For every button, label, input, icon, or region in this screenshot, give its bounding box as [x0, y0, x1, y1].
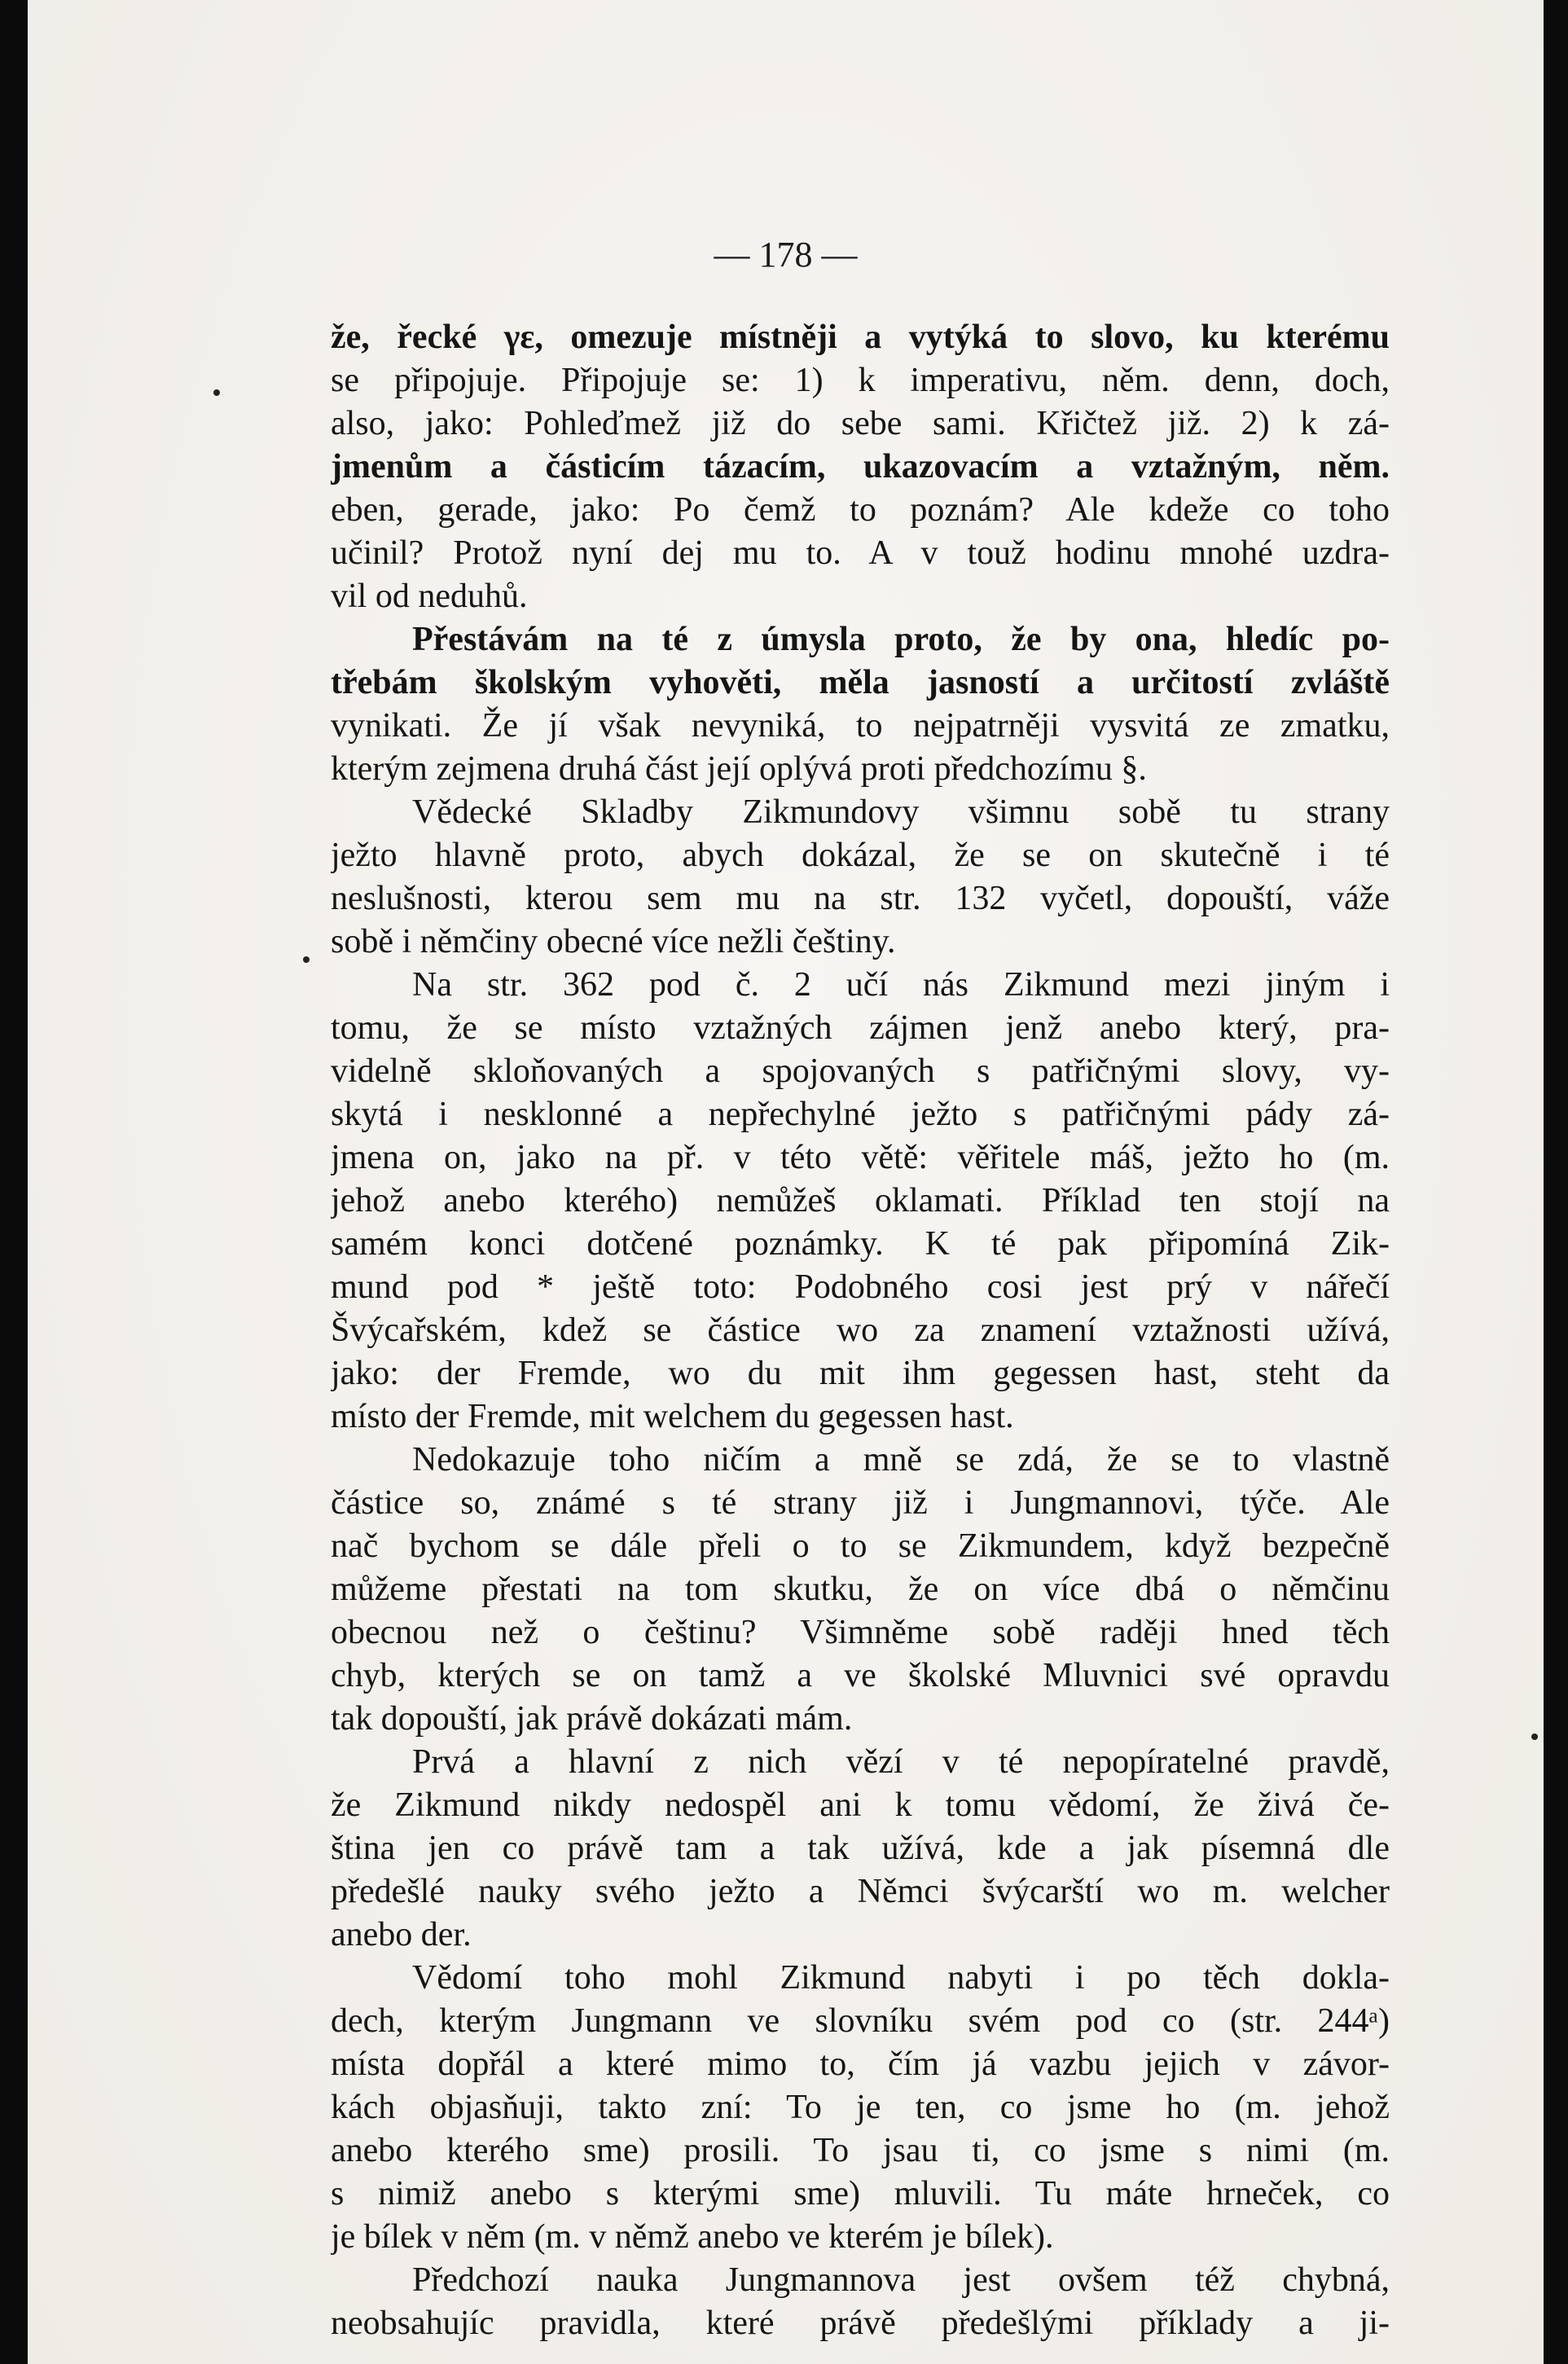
text-line: učinil? Protož nyní dej mu to. A v touž hodinu mnohé uzdra-	[331, 534, 1390, 572]
text-line: Vědecké Skladby Zikmundovy všimnu sobě tu strany	[412, 793, 1390, 831]
text-line: částice so, známé s té strany již i Jungmannovi, týče. Ale	[331, 1484, 1390, 1522]
text-line: vynikati. Že jí však nevyniká, to nejpatrněji vysvitá ze zmatku,	[331, 707, 1390, 745]
text-line: tak dopouští, jak právě dokázati mám.	[331, 1700, 853, 1738]
text-line: ština jen co právě tam a tak užívá, kde a jak písemná dle	[331, 1830, 1390, 1867]
text-line: ježto hlavně proto, abych dokázal, že se on skutečně i té	[331, 837, 1390, 874]
text-line: chyb, kterých se on tamž a ve školské Mluvnici své opravdu	[331, 1657, 1390, 1694]
text-line: že Zikmund nikdy nedospěl ani k tomu vědomí, že živá če-	[331, 1786, 1390, 1824]
text-line: jmena on, jako na př. v této větě: věřitele máš, ježto ho (m.	[331, 1139, 1390, 1176]
text-line: Prvá a hlavní z nich vězí v té nepopíratelné pravdě,	[412, 1743, 1390, 1781]
text-line: předešlé nauky svého ježto a Němci švýcarští wo m. welcher	[331, 1873, 1390, 1910]
text-line: jmenům a částicím tázacím, ukazovacím a vztažným, něm.	[331, 448, 1390, 486]
text-line: Nedokazuje toho ničím a mně se zdá, že se to vlastně	[412, 1441, 1390, 1479]
text-line: Vědomí toho mohl Zikmund nabyti i po těch doklа-	[412, 1959, 1390, 1997]
text-line: obecnou než o češtinu? Všimněme sobě raději hned těch	[331, 1614, 1390, 1651]
text-line: anebo kterého sme) prosili. To jsau ti, co jsme s nimi (m.	[331, 2132, 1390, 2169]
page-number: — 178 —	[714, 235, 858, 275]
text-line: kterým zejmena druhá část její oplývá proti předchozímu §.	[331, 750, 1147, 788]
text-line: sobě i němčiny obecné více nežli češtiny.	[331, 923, 896, 960]
scan-right-edge	[1544, 0, 1568, 2364]
page	[28, 0, 1544, 2364]
body-text	[331, 316, 1390, 2345]
text-line: neobsahujíc pravidla, které právě předešlými příklady a ji-	[331, 2305, 1390, 2342]
text-line: tomu, že se místo vztažných zájmen jenž anebo který, pra-	[331, 1009, 1390, 1047]
speck-mark	[213, 389, 220, 396]
text-line: mund pod * ještě toto: Podobného cosi jest prý v nářečí	[331, 1268, 1390, 1306]
text-line: skytá i nesklonné a nepřechylné ježto s patřičnými pády zá-	[331, 1096, 1390, 1133]
text-line: also, jako: Pohleďmež již do sebe sami. Křičtež již. 2) k zá-	[331, 405, 1390, 442]
text-line: se připojuje. Připojuje se: 1) k imperativu, něm. denn, doch,	[331, 362, 1390, 399]
scan-left-edge	[0, 0, 28, 2364]
text-line: vil od neduhů.	[331, 578, 528, 615]
text-line: místo der Fremde, mit welchem du gegessen hast.	[331, 1398, 1014, 1435]
text-line: Přestávám na té z úmysla proto, že by ona, hledíc po-	[412, 621, 1390, 658]
text-line: můžeme přestati na tom skutku, že on více dbá o němčinu	[331, 1571, 1390, 1608]
text-line: Předchozí nauka Jungmannova jest ovšem též chybná,	[412, 2261, 1390, 2299]
text-line: nač bychom se dále přeli o to se Zikmundem, když bezpečně	[331, 1527, 1390, 1565]
text-line: třebám školským vyhověti, měla jasností a určitostí zvláště	[331, 664, 1390, 701]
text-line: anebo der.	[331, 1916, 472, 1953]
text-line: kách objasňuji, takto zní: To je ten, co jsme ho (m. jehož	[331, 2089, 1390, 2126]
speck-mark	[1531, 1733, 1538, 1740]
speck-mark	[303, 956, 310, 963]
text-line: Švýcařském, kdež se částice wo za znamení vztažnosti užívá,	[331, 1312, 1390, 1349]
text-line: eben, gerade, jako: Po čemž to poznám? Ale kdeže co toho	[331, 491, 1390, 529]
text-line: že, řecké γε, omezuje místněji a vytýká to slovo, ku kterému	[331, 319, 1390, 356]
text-line: s nimiž anebo s kterými sme) mluvili. Tu máte hrneček, co	[331, 2175, 1390, 2212]
text-line: Na str. 362 pod č. 2 učí nás Zikmund mezi jiným i	[412, 966, 1390, 1004]
text-line: je bílek v něm (m. v němž anebo ve kterém je bílek).	[331, 2218, 1054, 2256]
text-line: dech, kterým Jungmann ve slovníku svém pod co (str. 244ᵃ)	[331, 2002, 1390, 2040]
text-line: neslušnosti, kterou sem mu na str. 132 vyčetl, dopouští, váže	[331, 880, 1390, 917]
text-line: videlně skloňovaných a spojovaných s patřičnými slovy, vy-	[331, 1052, 1390, 1090]
text-line: jehož anebo kterého) nemůžeš oklamati. Příklad ten stojí na	[331, 1182, 1390, 1219]
text-line: jako: der Fremde, wo du mit ihm gegessen hast, steht da	[331, 1355, 1390, 1392]
text-line: samém konci dotčené poznámky. K té pak připomíná Zik-	[331, 1225, 1390, 1263]
text-line: místa dopřál a které mimo to, čím já vazbu jejich v závor-	[331, 2045, 1390, 2083]
